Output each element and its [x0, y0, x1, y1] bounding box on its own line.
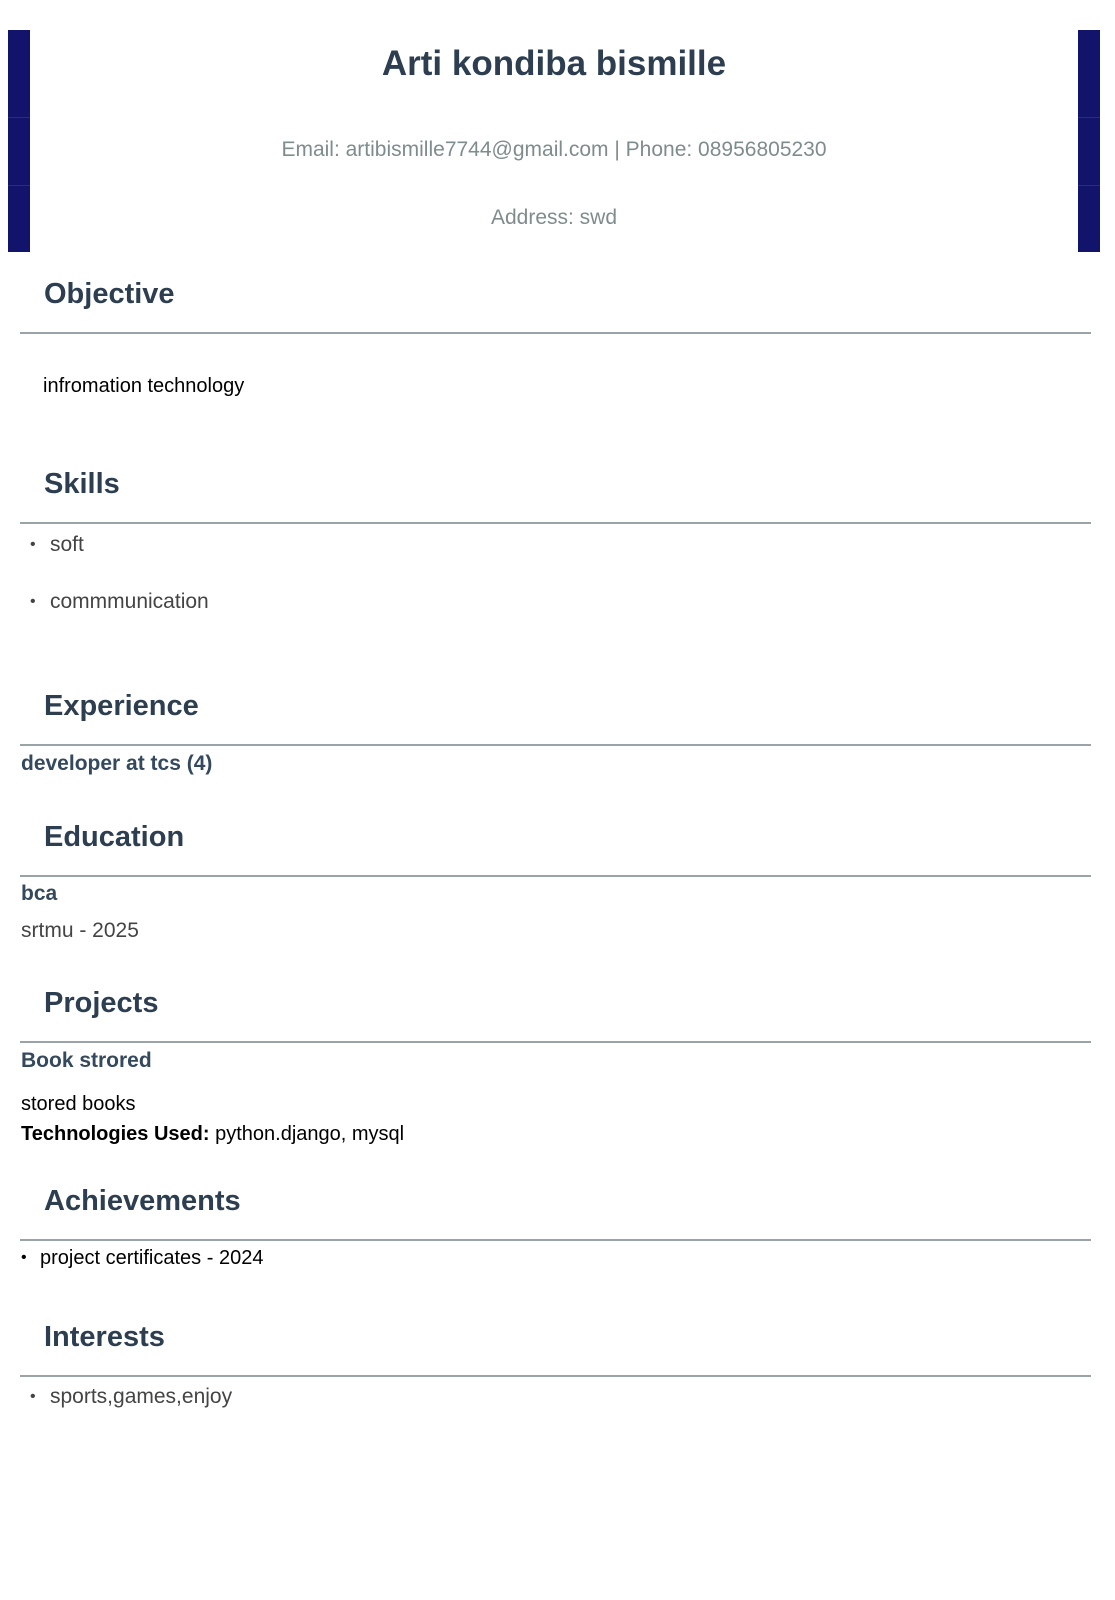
- experience-heading: Experience: [44, 690, 199, 722]
- interests-heading: Interests: [44, 1321, 165, 1353]
- interest-item: • sports,games,enjoy: [30, 1385, 233, 1408]
- education-divider: [20, 875, 1091, 877]
- projects-heading: Projects: [44, 987, 159, 1019]
- education-degree: bca: [21, 882, 58, 905]
- address-info: Address: swd: [490, 206, 618, 229]
- left-accent-bar: [8, 30, 30, 252]
- objective-heading: Objective: [44, 278, 175, 310]
- experience-divider: [20, 744, 1091, 746]
- projects-divider: [20, 1041, 1091, 1043]
- project-technologies: [21, 1123, 404, 1146]
- skills-divider: [20, 522, 1091, 524]
- project-name: Book strored: [21, 1049, 152, 1072]
- skill-item: • soft: [30, 533, 84, 556]
- candidate-name: Arti kondiba bismille: [381, 44, 727, 83]
- education-heading: Education: [44, 821, 185, 853]
- interests-divider: [20, 1375, 1091, 1377]
- experience-role: developer at tcs (4): [21, 752, 213, 775]
- technologies-label: Technologies Used:: [21, 1123, 210, 1145]
- objective-divider: [20, 332, 1091, 334]
- achievements-heading: Achievements: [44, 1185, 241, 1217]
- skill-item: • commmunication: [30, 590, 209, 613]
- right-accent-bar: [1078, 30, 1100, 252]
- education-institution: srtmu - 2025: [21, 919, 139, 942]
- objective-text: infromation technology: [43, 375, 245, 397]
- skills-heading: Skills: [44, 468, 120, 500]
- project-description: stored books: [21, 1093, 136, 1115]
- technologies-value: python.django, mysql: [209, 1123, 405, 1145]
- contact-info: Email: artibismille7744@gmail.com | Phone: 08956805230: [281, 138, 827, 161]
- achievements-divider: [20, 1239, 1091, 1241]
- achievement-item: • project certificates - 2024: [21, 1247, 264, 1269]
